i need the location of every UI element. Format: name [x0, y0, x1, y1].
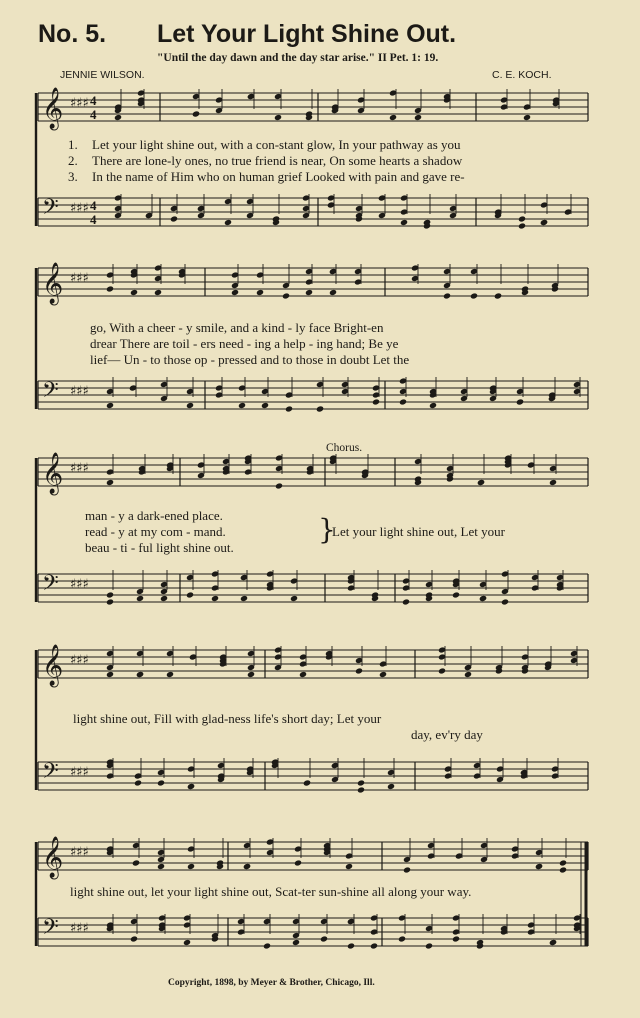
note-head-icon	[238, 402, 246, 409]
lyricist-credit: JENNIE WILSON.	[60, 69, 145, 81]
note-head-icon	[282, 292, 290, 299]
note-head-icon	[345, 863, 353, 870]
bass-clef-icon: 𝄢	[42, 378, 59, 408]
note-head-icon	[166, 671, 174, 678]
note-head-icon	[231, 289, 239, 296]
note-head-icon	[106, 671, 114, 678]
note-head-icon	[303, 779, 311, 786]
note-head-icon	[106, 285, 114, 292]
note-head-icon	[389, 114, 397, 121]
note-head-icon	[316, 405, 324, 412]
note-head-icon	[559, 866, 567, 873]
chorus-lyric: light shine out, let your light shine out, Scat-ter sun-shine all along your way.	[70, 884, 472, 899]
note-head-icon	[305, 289, 313, 296]
note-head-icon	[398, 935, 406, 942]
note-head-icon	[134, 779, 142, 786]
note-head-icon	[247, 671, 255, 678]
note-head-icon	[187, 783, 195, 790]
bass-clef-icon: 𝄢	[42, 759, 59, 789]
note-head-icon	[256, 289, 264, 296]
bass-clef-icon: 𝄢	[42, 195, 59, 225]
note-head-icon	[294, 859, 302, 866]
note-head-icon	[357, 779, 365, 786]
treble-clef-icon: 𝄞	[42, 263, 64, 304]
note-head-icon	[452, 935, 460, 942]
time-signature-icon: 4	[90, 212, 97, 227]
note-head-icon	[106, 402, 114, 409]
note-head-icon	[477, 479, 485, 486]
note-head-icon	[347, 942, 355, 949]
key-signature-icon: ♯♯♯	[70, 577, 89, 592]
verse-3-line: beau - ti - ful light shine out.	[85, 540, 234, 555]
key-signature-icon: ♯♯♯	[70, 271, 89, 286]
note-head-icon	[290, 595, 298, 602]
note-head-icon	[157, 863, 165, 870]
verse-number: 1.	[68, 137, 78, 152]
key-signature-icon: ♯♯♯	[70, 96, 89, 111]
note-head-icon	[400, 219, 408, 226]
note-head-icon	[438, 667, 446, 674]
treble-clef-icon: 𝄞	[42, 88, 64, 129]
note-head-icon	[464, 671, 472, 678]
note-head-icon	[501, 598, 509, 605]
note-head-icon	[479, 595, 487, 602]
key-signature-icon: ♯♯♯	[70, 201, 89, 216]
note-head-icon	[136, 671, 144, 678]
verse-2-line: drear There are toil - ers need - ing a help - ing hand; Be ye	[90, 336, 399, 351]
note-head-icon	[136, 595, 144, 602]
verse-3-line: lief— Un - to those op - pressed and to those in doubt Let the	[90, 352, 410, 367]
note-head-icon	[243, 863, 251, 870]
verse-brace: }	[318, 513, 336, 546]
note-head-icon	[157, 779, 165, 786]
note-head-icon	[387, 783, 395, 790]
verse-number: 2.	[68, 153, 78, 168]
chorus-lyric: Let your light shine out, Let your	[332, 524, 505, 539]
note-head-icon	[224, 219, 232, 226]
note-head-icon	[425, 942, 433, 949]
note-head-icon	[379, 671, 387, 678]
note-head-icon	[516, 398, 524, 405]
time-signature-icon: 4	[90, 198, 97, 213]
key-signature-icon: ♯♯♯	[70, 845, 89, 860]
song-number: No. 5.	[38, 20, 107, 48]
note-head-icon	[160, 595, 168, 602]
bass-clef-icon: 𝄢	[42, 915, 59, 945]
note-head-icon	[320, 935, 328, 942]
key-signature-icon: ♯♯♯	[70, 921, 89, 936]
time-signature-icon: 4	[90, 93, 97, 108]
note-head-icon	[211, 595, 219, 602]
note-head-icon	[186, 591, 194, 598]
note-head-icon	[106, 591, 114, 598]
note-head-icon	[452, 591, 460, 598]
note-head-icon	[130, 935, 138, 942]
verse-3-line	[68, 169, 465, 185]
note-head-icon	[429, 402, 437, 409]
note-head-icon	[130, 289, 138, 296]
key-signature-icon: ♯♯♯	[70, 653, 89, 668]
treble-clef-icon: 𝄞	[42, 837, 64, 878]
scripture-reference: "Until the day dawn and the day star arise." II Pet. 1: 19.	[157, 52, 439, 64]
note-head-icon	[494, 292, 502, 299]
key-signature-icon: ♯♯♯	[70, 461, 89, 476]
note-head-icon	[403, 866, 411, 873]
bass-clef-icon: 𝄢	[42, 571, 59, 601]
note-head-icon	[192, 110, 200, 117]
note-head-icon	[470, 292, 478, 299]
verse-2-line: read - y at my com - mand.	[85, 524, 226, 539]
note-head-icon	[183, 939, 191, 946]
note-head-icon	[292, 939, 300, 946]
note-head-icon	[357, 786, 365, 793]
copyright-notice: Copyright, 1898, by Meyer & Brother, Chicago, Ill.	[168, 978, 375, 988]
key-signature-icon: ♯♯♯	[70, 384, 89, 399]
verse-number: 3.	[68, 169, 78, 184]
note-head-icon	[274, 114, 282, 121]
note-head-icon	[240, 595, 248, 602]
note-head-icon	[275, 482, 283, 489]
time-signature-icon: 4	[90, 107, 97, 122]
note-head-icon	[549, 479, 557, 486]
verse-1-line	[68, 137, 461, 153]
note-head-icon	[114, 114, 122, 121]
note-head-icon	[414, 114, 422, 121]
verse-lyric: There are lone-ly ones, no true friend is near, On some hearts a shadow	[92, 153, 463, 168]
note-head-icon	[106, 479, 114, 486]
note-head-icon	[518, 222, 526, 229]
note-head-icon	[523, 114, 531, 121]
treble-clef-icon: 𝄞	[42, 453, 64, 494]
note-head-icon	[355, 667, 363, 674]
note-head-icon	[549, 939, 557, 946]
note-head-icon	[106, 598, 114, 605]
note-head-icon	[299, 671, 307, 678]
note-head-icon	[443, 292, 451, 299]
note-head-icon	[132, 859, 140, 866]
note-head-icon	[518, 215, 526, 222]
key-signature-icon: ♯♯♯	[70, 765, 89, 780]
chorus-lyric: light shine out, Fill with glad-ness life's short day; Let your	[73, 711, 382, 726]
verse-1-line: man - y a dark-ened place.	[85, 508, 223, 523]
note-head-icon	[186, 402, 194, 409]
note-head-icon	[559, 859, 567, 866]
note-head-icon	[263, 942, 271, 949]
note-head-icon	[540, 219, 548, 226]
song-title: Let Your Light Shine Out.	[157, 20, 457, 48]
verse-2-line	[68, 153, 462, 169]
verse-lyric: Let your light shine out, with a con-stant glow, In your pathway as you	[92, 137, 461, 152]
treble-clef-icon: 𝄞	[42, 645, 64, 686]
note-head-icon	[399, 398, 407, 405]
note-head-icon	[285, 405, 293, 412]
verse-1-line: go, With a cheer - y smile, and a kind - ly face Bright-en	[90, 320, 384, 335]
note-head-icon	[370, 942, 378, 949]
note-head-icon	[535, 863, 543, 870]
note-head-icon	[261, 402, 269, 409]
composer-credit: C. E. KOCH.	[492, 69, 552, 81]
note-head-icon	[187, 863, 195, 870]
note-head-icon	[372, 398, 380, 405]
note-head-icon	[154, 289, 162, 296]
chorus-alt-lyric: day, ev'ry day	[411, 727, 483, 742]
note-head-icon	[402, 598, 410, 605]
chorus-label: Chorus.	[326, 442, 363, 454]
note-head-icon	[170, 215, 178, 222]
verse-lyric: In the name of Him who on human grief Looked with pain and gave re-	[92, 169, 465, 184]
note-head-icon	[329, 289, 337, 296]
